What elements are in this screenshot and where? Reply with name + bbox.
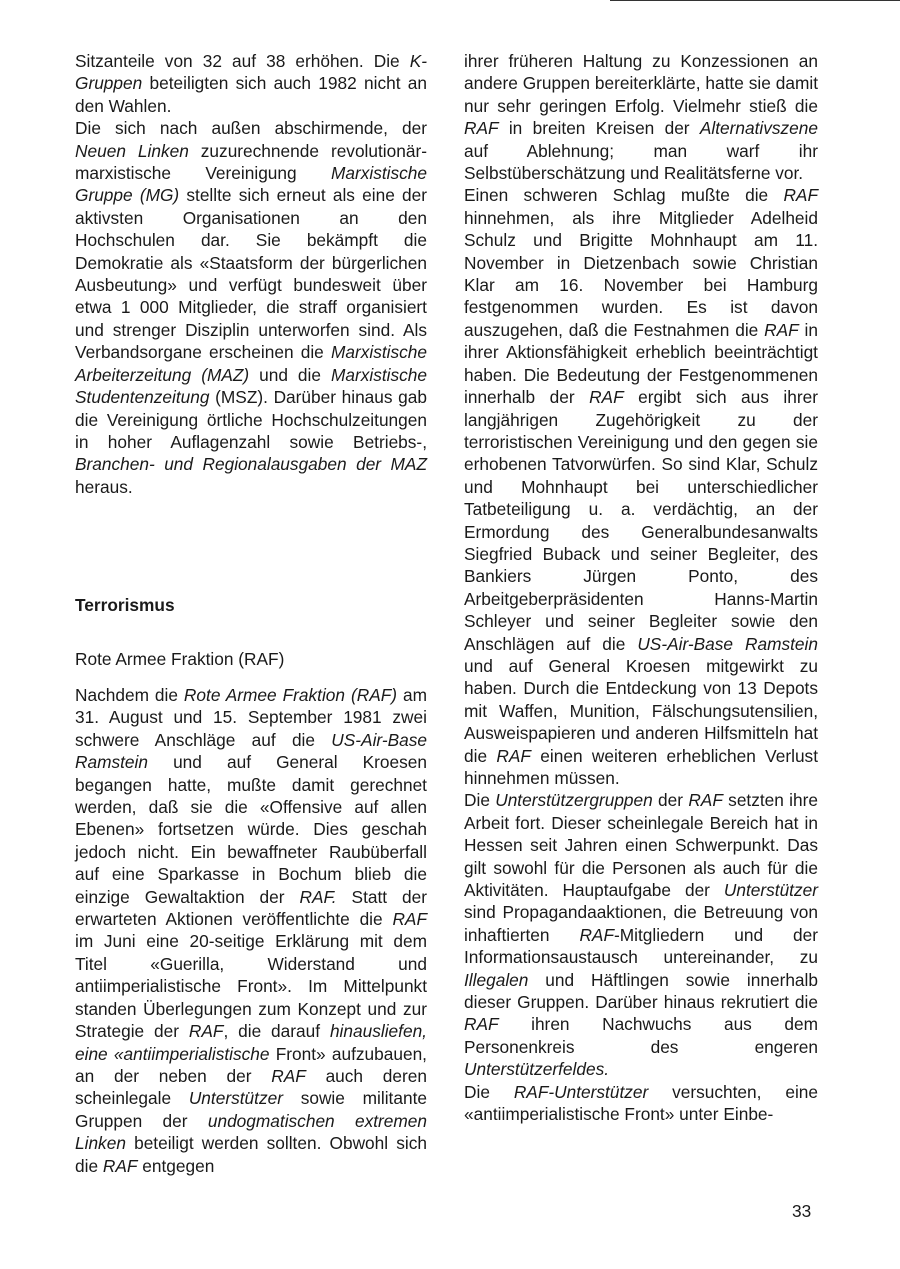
text-run: im Juni eine 20-seitige Erklärung mit dem Titel «Guerilla, Widerstand und antiimperialistische Front». Im Mittelpunkt standen Überlegungen zum Konzept und zur Strategie der — [75, 931, 427, 1042]
text-run: in ihrer Aktionsfähigkeit erheblich beeinträchtigt haben. Die Bedeutung der Festgenommenen innerhalb der — [464, 319, 818, 408]
italic-text: Marxistische Studentenzeitung — [75, 364, 427, 408]
paragraph — [75, 117, 427, 498]
italic-text: RAF — [688, 790, 723, 811]
italic-text: RAF — [496, 745, 531, 766]
text-run: am 31. August und 15. September 1981 zwei schwere Anschläge auf die — [75, 685, 427, 750]
text-run: zuzurechnende revolutionär-marxistische Vereinigung — [75, 140, 427, 184]
text-run: Die sich nach außen abschirmende, der — [75, 118, 427, 139]
paragraph — [464, 50, 818, 184]
text-run: und auf General Kroesen begangen hatte, mußte damit gerechnet werden, daß sie die «Offensive auf allen Ebenen» fortsetzen würde. Dies geschah jedoch nicht. Ein bewaffneter Raubüberfall auf eine Sparkasse in Bochum blieb die einzige Gewaltaktion der — [75, 752, 427, 907]
paragraph — [75, 684, 427, 1177]
text-run: ihrer früheren Haltung zu Konzessionen an andere Gruppen bereiterklärte, hatte sie damit nur sehr geringen Erfolg. Vielmehr stieß die — [464, 51, 818, 116]
italic-text: RAF. — [299, 886, 337, 907]
text-run: auch deren scheinlegale — [75, 1065, 427, 1109]
italic-text: Illegalen — [464, 969, 529, 990]
italic-text: Unterstützer — [723, 880, 818, 901]
italic-text: RAF — [764, 319, 799, 340]
text-run: und die — [249, 364, 331, 385]
text-run: sowie militante Gruppen der — [75, 1088, 427, 1131]
section-heading: Terrorismus — [75, 595, 175, 615]
italic-text: RAF — [464, 118, 499, 139]
italic-text: Unterstützer — [188, 1088, 283, 1109]
paragraph — [464, 789, 818, 1080]
text-run: entgegen — [137, 1155, 215, 1176]
text-run: sind Propagandaaktionen, die Betreuung von inhaftierten — [464, 902, 818, 945]
italic-text: hinausliefen, eine «antiimperialistische — [75, 1021, 427, 1064]
text-run: Statt der erwarteten Aktionen veröffentlichte die — [75, 886, 428, 930]
italic-text: RAF — [579, 924, 615, 945]
text-run: der — [652, 790, 689, 811]
italic-text: RAF — [464, 1014, 499, 1035]
italic-text: RAF — [188, 1021, 224, 1042]
subsection-heading: Rote Armee Fraktion (RAF) — [75, 649, 285, 669]
italic-text: undogmatischen extremen Linken — [75, 1110, 427, 1154]
text-run: in breiten Kreisen der — [498, 118, 700, 139]
text-run: Die — [464, 790, 496, 811]
text-run: auf Ablehnung; man warf ihr Selbstüberschätzung und Realitätsferne vor. — [464, 140, 818, 184]
italic-text: US-Air-Base Ramstein — [637, 633, 818, 654]
italic-text: Branchen- und Regionalausgaben der MAZ — [75, 454, 427, 475]
text-run: Die — [464, 1081, 514, 1102]
right-column — [464, 50, 818, 1126]
italic-text: RAF — [589, 387, 624, 408]
italic-text: RAF — [783, 185, 818, 206]
text-run: beteiligten sich auch 1982 nicht an den Wahlen. — [75, 73, 427, 116]
left-column-continued — [75, 684, 427, 1177]
text-run: -Mitgliedern und der Informationsaustausch untereinander, zu — [464, 924, 818, 968]
paragraph — [464, 1081, 818, 1126]
italic-text: Alternativszene — [699, 118, 818, 139]
text-run: einen weiteren erheblichen Verlust hinnehmen müssen. — [464, 745, 818, 788]
text-run: Front» aufzubauen, an der neben der — [75, 1043, 427, 1086]
text-run: , die darauf — [223, 1021, 330, 1042]
italic-text: Marxistische Arbeiterzeitung (MAZ) — [75, 342, 427, 385]
text-run: Nachdem die — [75, 685, 184, 705]
text-run: und auf General Kroesen mitgewirkt zu haben. Durch die Entdeckung von 13 Depots mit Waffen, Munition, Fälschungsutensilien, Ausweispapieren und anderen Hilfsmitteln hat die — [464, 655, 818, 766]
italic-text: RAF — [102, 1155, 138, 1176]
left-column — [75, 50, 427, 498]
text-run: Einen schweren Schlag mußte die — [464, 185, 784, 206]
text-run: versuchten, eine «antiimperialistische Front» unter Einbe- — [464, 1081, 819, 1125]
text-run: hinnehmen, als ihre Mitglieder Adelheid Schulz und Brigitte Mohnhaupt am 11. November in Dietzenbach sowie Christian Klar am 16. November bei Hamburg festgenommen wurden. Es ist davon auszugehen, daß die Festnahmen die — [464, 207, 818, 340]
italic-text: Unterstützerfeldes. — [464, 1059, 610, 1080]
italic-text: Neuen Linken — [75, 140, 189, 161]
italic-text: Unterstützergruppen — [495, 790, 653, 811]
paragraph — [75, 50, 427, 117]
text-run: setzten ihre Arbeit fort. Dieser scheinlegale Bereich hat in Hessen seit Jahren einen Schwerpunkt. Das gilt sowohl für die Personen als auch für die Aktivitäten. Hauptaufgabe der — [464, 790, 818, 901]
italic-text: RAF — [392, 909, 427, 930]
italic-text: Rote Armee Fraktion (RAF) — [183, 685, 398, 705]
italic-text: RAF-Unterstützer — [513, 1081, 649, 1102]
text-run: ergibt sich aus ihrer langjährigen Zugehörigkeit zu der terroristischen Vereinigung und den gegen sie erhobenen Tatvorwürfen. So sind Klar, Schulz und Mohnhaupt bei unterschiedlicher Tatbeteiligung u. a. verdächtig, an der Ermordung des Generalbundesanwalts Siegfried Buback und seiner Begleiter, des Bankiers Jürgen Ponto, des Arbeitgeberpräsidenten Hanns-Martin Schleyer und seiner Begleiter sowie den Anschlägen auf die — [464, 387, 818, 654]
italic-text: K-Gruppen — [75, 51, 427, 94]
text-run: Sitzanteile von 32 auf 38 erhöhen. Die — [75, 51, 410, 71]
italic-text: RAF — [271, 1065, 306, 1086]
text-run: (MSZ). Darüber hinaus gab die Vereinigung örtliche Hochschulzeitungen in hoher Auflagenzahl sowie Betriebs-, — [75, 387, 427, 452]
italic-text: Marxistische Gruppe (MG) — [75, 163, 427, 206]
italic-text: US-Air-Base Ramstein — [75, 729, 427, 773]
text-run: stellte sich erneut als eine der aktivsten Organisationen an den Hochschulen dar. Sie bekämpft die Demokratie als «Staatsform der bürgerlichen Ausbeutung» und verfügt bundesweit über etwa 1 000 Mitglieder, die straff organisiert und strenger Disziplin unterworfen sind. Als Verbandsorgane erscheinen die — [75, 185, 427, 363]
text-run: und Häftlingen sowie innerhalb dieser Gruppen. Darüber hinaus rekrutiert die — [464, 969, 818, 1013]
text-run: heraus. — [75, 476, 133, 497]
text-run: ihren Nachwuchs aus dem Personenkreis des engeren — [464, 1014, 818, 1057]
text-run: beteiligt werden sollten. Obwohl sich die — [75, 1133, 427, 1176]
top-rule — [610, 0, 900, 1]
paragraph — [464, 184, 818, 789]
page-number: 33 — [792, 1201, 812, 1221]
